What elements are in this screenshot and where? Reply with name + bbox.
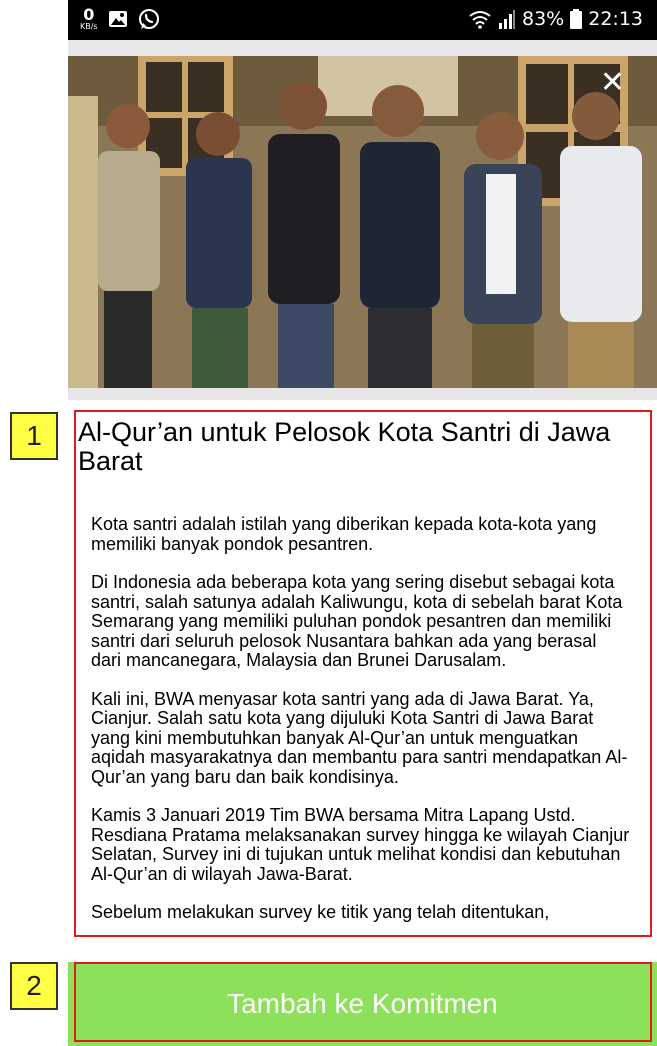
article-paragraph: Kota santri adalah istilah yang diberikan kepada kota-kota yang memiliki banyak pondok pesantren. [91, 515, 597, 554]
article-title: Al-Qur’an untuk Pelosok Kota Santri di Jawa Barat [78, 417, 611, 476]
image-icon [108, 10, 128, 28]
annotation-box-button [74, 962, 652, 1042]
hero-photo [68, 56, 657, 388]
hero-image [68, 56, 657, 388]
battery-icon [570, 9, 582, 29]
article-body [91, 515, 631, 960]
signal-icon [498, 9, 516, 29]
whatsapp-icon [138, 8, 160, 30]
network-speed-value: 0 [83, 5, 95, 24]
network-speed [80, 7, 98, 31]
article-paragraph: Sebelum melakukan survey ke titik yang telah ditentukan, [91, 902, 550, 922]
status-left [80, 7, 160, 31]
annotation-label-1: 1 [10, 412, 58, 460]
article-paragraph: Di Indonesia ada beberapa kota yang sering disebut sebagai kota santri, salah satunya adalah Kaliwungu, kota di sebelah barat Kota Semarang yang memiliki puluhan pondok pesantren dan memiliki santri dari seluruh pelosok Nusantara bahkan ada yang berasal dari mancanegara, Malaysia dan Brunei Darusalam. [91, 572, 623, 670]
close-icon[interactable]: ✕ [599, 65, 625, 100]
wifi-icon [468, 9, 492, 29]
annotation-label-2: 2 [10, 962, 58, 1010]
battery-percent: 83% [522, 8, 565, 30]
add-to-commitment-label: Tambah ke Komitmen [227, 988, 498, 1019]
status-bar-gap [68, 40, 657, 56]
article-paragraph: Kamis 3 Januari 2019 Tim BWA bersama Mitra Lapang Ustd. Resdiana Pratama melaksanakan survey hingga ke wilayah Cianjur Selatan, Survey ini di tujukan untuk melihat kondisi dan kebutuhan Al-Qur’an di wilayah Jawa-Barat. [91, 805, 630, 884]
article-paragraph: Kali ini, BWA menyasar kota santri yang ada di Jawa Barat. Ya, Cianjur. Salah satu kota yang dijuluki Kota Santri di Jawa Barat yang kini membutuhkan banyak Al-Qur’an untuk menguatkan aqidah masyarakatnya dan membantu para santri mendapatkan Al-Qur’an yang baru dan baik kondisinya. [91, 688, 628, 787]
network-speed-unit: KB/s [80, 22, 98, 31]
status-bar [68, 0, 657, 40]
hero-divider [68, 388, 657, 400]
status-right [468, 8, 643, 30]
clock: 22:13 [588, 8, 643, 30]
